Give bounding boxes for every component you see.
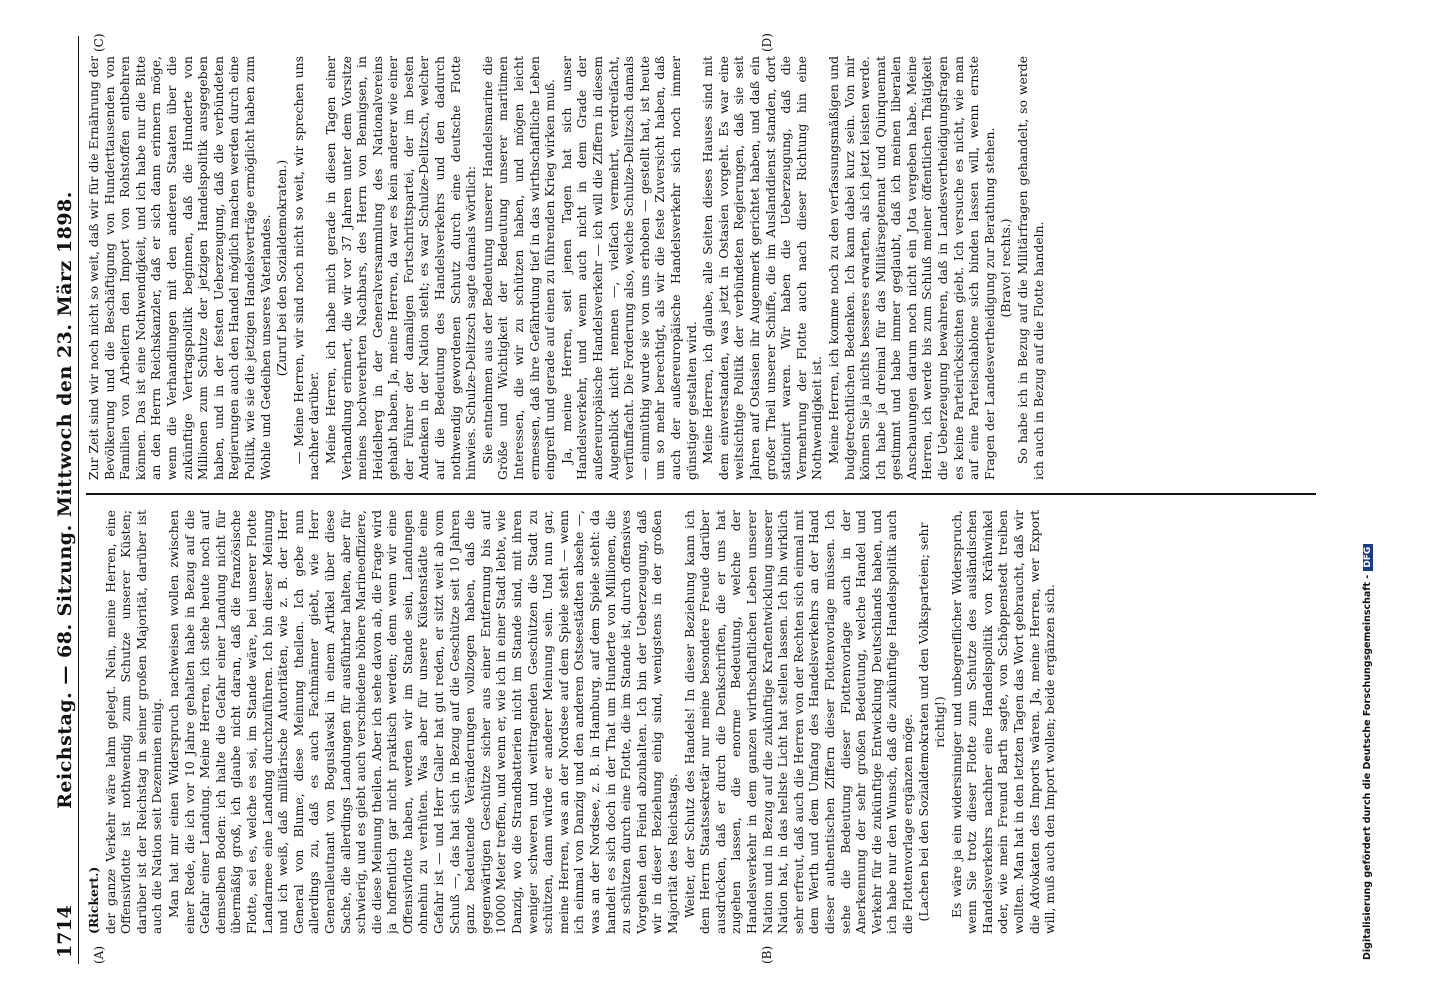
left-text-column — [86, 510, 1346, 934]
paragraph: Man hat mir einen Widerspruch nachweisen wollen zwischen einer Rede, die ich vor 10 Jahre gehalten habe in Bezug auf die Gefahr einer Landung. Meine Herren, ich stehe heute noch auf demselben Boden: ich halte die Gefahr einer Landung nicht für übermäßig groß, ich glaube nicht daran, daß die französische Flotte, sei es, welche es sei, im Stande wäre, bei unserer Flotte Landarmee eine Landung durchzuführen. Ich bin dieser Meinung und ich weiß, daß militärische Autoritäten, wie z. B. der Herr General von Blume, diese Meinung theilen. Ich gebe nun allerdings zu, daß es auch Fachmänner giebt, wie Herr Generalleutnant von Boguslawski in einem Artikel über diese Sache, die allerdings Landungen für ausführbar halten, aber für schwierig, und es giebt auch verschiedene höhere Marineoffiziere, die diese Meinung theilen. Aber ich sehe davon ab, die Frage wird ja hoffentlich gar nicht praktisch werden; denn wenn wir eine Offensivflotte haben, werden wir im Stande sein, Landungen ohnehin zu verhüten. Was aber für unsere Küstenstädte eine Gefahr ist — und Herr Galler hat gut reden, er sitzt weit ab vom Schuß —, das hat sich in Bezug auf die Geschütze seit 10 Jahren ganz bedeutende Veränderungen vollzogen haben, daß die gegenwärtigen Geschütze sicher aus einer Entfernung bis auf 10000 Meter treffen, und wenn er, wie ich in einer Stadt lebte, wie Danzig, wo die Strandbatterien nicht im Stande sind, mit ihren weniger schweren und weittragenden Geschützen die Stadt zu schützen, dann würde er anderer Meinung sein. Und nun gar, meine Herren, was an der Nordsee auf dem Spiele steht — wenn ich einmal von Danzig und den anderen Ostseestädten absehe —, was an der Nordsee, z. B. in Hamburg, auf dem Spiele steht: da handelt es sich doch in der That um Hunderte von Millionen, die zu schützen durch eine Flotte, die im Stande ist, durch offensives Vorgehen den Feind abzuhalten. Ich bin der Ueberzeugung, daß wir in dieser Beziehung einig sind, wenigstens in der großen Majorität des Reichstags. — [165, 510, 680, 934]
dfg-logo: DFG — [1363, 544, 1373, 571]
column-divider — [86, 494, 1316, 496]
paragraph: Zur Zeit sind wir noch nicht so weit, daß wir für die Ernährung der Bevölkerung und die Beschäftigung von Hunderttausenden von Familien von Arbeitern den Import von Rohstoffen entbehren können. Das ist eine Nothwendigkeit, und ich habe nur die Bitte an den Herrn Reichskanzler, daß er sich dann erinnern möge, wenn die Verhandlungen mit den anderen Staaten über die zukünftige Vertragspolitik beginnen, daß die Hunderte von Millionen zum Schutze der jetzigen Handelspolitik ausgegeben haben, und in der festen Ueberzeugung, daß die verbündeten Regierungen auch den Handel möglich machen werden durch eine Politik, wie sie die jetzigen Handelsverträge ermöglicht haben zum Wohle und Gedeihen unseres Vaterlandes. — [86, 56, 273, 480]
paragraph: Es wäre ja ein widersinniger und unbegreiflicher Widerspruch, wenn Sie trotz dieser Flotte zum Schutze des ausländischen Handelsverkehrs nachher eine Handelspolitik von Krähwinkel oder, wie mein Freund Barth sagte, von Schöppenstedt treiben wollten. Man hat in den letzten Tagen das Wort gebraucht, daß wir die Advokaten des Imports wären. Ja, meine Herren, wer Export will, muß auch den Import wollen; beide ergänzen sich. — [948, 510, 1058, 934]
paragraph: — Meine Herren, wir sind noch nicht so weit, wir sprechen uns nachher darüber. — [290, 56, 322, 480]
margin-marker-c: (C) — [92, 33, 106, 52]
paragraph: Meine Herren, ich habe mich gerade in diesen Tagen einer Verhandlung erinnert, die wir vor 37 Jahren unter dem Vorsitze meines hochverehrten Nachbars, des Herrn von Bennigsen, in Heidelberg in der Generalversammlung des Nationalvereins gehabt haben. Ja, meine Herren, da war es kein anderer wie einer der Führer der damaligen Fortschrittspartei, der im besten Andenken in der Nation steht; es war Schulze-Delitzsch, welcher auf die Bedeutung des Handelsverkehrs und den dadurch nothwendig gewordenen Schutz durch eine deutsche Flotte hinwies. Schulze-Delitzsch sagte damals wörtlich: — [322, 56, 479, 480]
paragraph: Ja, meine Herren, seit jenen Tagen hat sich unser Handelsverkehr, und wenn auch nicht in dem Grade der außereuropäische Handelsverkehr — ich will die Ziffern in diesem Augenblick nicht nennen —, vielfach vermehrt, verdreifacht, verfünffacht. Die Forderung also, welche Schulze-Delitzsch damals — einmüthig wurde sie von uns erhoben — gestellt hat, ist heute um so mehr berechtigt, als wir die feste Zuversicht haben, daß auch der außereuropäische Handelsverkehr sich noch immer günstiger gestalten wird. — [558, 56, 699, 480]
quotation: Sie entnehmen aus der Bedeutung unserer Handelsmarine die Größe und Wichtigkeit der Bedeutung unserer maritimen Interessen, die wir zu schützen haben, und mögen leicht ermessen, daß ihre Gefährdung tief in das wirthschaftliche Leben eingreift und gerade auf einen zu führenden Krieg wirken muß. — [479, 56, 558, 480]
paragraph: Meine Herren, ich komme noch zu den verfassungsmäßigen und budgetrechtlichen Bedenken. Ich kann dabei kurz sein. Von mir können Sie ja nichts besseres erwarten, als ich jetzt leisten werde. Ich habe ja dreimal für das Militärseptennat und Quinquennat gestimmt und habe immer geglaubt, daß ich meinen liberalen Anschauungen darum noch nicht ein Jota vergeben habe. Meine Herren, ich werde bis zum Schluß meiner öffentlichen Thätigkeit die Ueberzeugung bewahren, daß in Landesvertheidigungsfragen es keine Parteirücksichten giebt. Ich versuche es nicht, wie man auf eine Parteischablone sich binden lassen will, wenn ernste Fragen der Landesvertheidigung zur Berathung stehen. — [825, 56, 997, 480]
speaker-label: (Rickert.) — [86, 866, 101, 934]
paragraph: So habe ich in Bezug auf die Militärfragen gehandelt, so werde ich auch in Bezug auf die Flotte handeln. — [1015, 56, 1046, 480]
page-number: 1714 — [54, 905, 76, 958]
interjection: (Zuruf bei den Sozialdemokraten.) — [274, 159, 290, 377]
paragraph: Meine Herren, ich glaube, alle Seiten dieses Hauses sind mit dem einverstanden, was jetzt in Ostasien vorgeht. Es war eine weitsichtige Politik der verbündeten Regierungen, daß sie seit Jahren auf Ostasien ihr Augenmerk gerichtet haben, und daß ein großer Theil unserer Schiffe, die im Auslanddienst standen, dort stationirt waren. Wir haben die Ueberzeugung, daß die Vermehrung der Flotte auch nach dieser Richtung hin eine Nothwendigkeit ist. — [700, 56, 825, 480]
paragraph: der ganze Verkehr wäre lahm gelegt. Nein, meine Herren, eine Offensivflotte ist nothwendig zum Schutze unserer Küsten; darüber ist der Reichstag in seiner großen Majorität, darüber ist auch die Nation seit Dezennien einig. — [102, 510, 165, 934]
credit-text: Digitalisierung gefördert durch die Deutsche Forschungsgemeinschaft - — [1362, 574, 1373, 960]
margin-marker-d: (D) — [760, 33, 774, 52]
interjection: (Bravo! rechts.) — [998, 218, 1014, 318]
margin-marker-a: (A) — [92, 945, 106, 964]
interjection: (Lachen bei den Sozialdemokraten und den Volksparteien; sehr richtig!) — [916, 522, 948, 922]
margin-marker-b: (B) — [760, 945, 774, 964]
digitization-credit — [1362, 40, 1373, 960]
paragraph: Weiter, der Schutz des Handels! In dieser Beziehung kann ich dem Herrn Staatssekretär nur meine besondere Freude darüber ausdrücken, daß er durch die Denkschriften, die er uns hat zugehen lassen, die enorme Bedeutung, welche der Handelsverkehr in dem ganzen wirthschaftlichen Leben unserer Nation und in Bezug auf die zukünftige Kraftentwicklung unserer Nation hat, in das hellste Licht hat stellen lassen. Ich bin wirklich sehr erfreut, daß auch die Herren von der Rechten sich einmal mit dem Werth und dem Umfang des Handelsverkehrs an der Hand dieser authentischen Ziffern dieser Flottenvorlage müssen. Ich sehe die Bedeutung dieser Flottenvorlage auch in der Anerkennung der sehr großen Bedeutung, welche Handel und Verkehr für die zukünftige Entwicklung Deutschlands haben, und ich habe nur den Wunsch, daß die zukünftige Handelspolitik auch die Flottenvorlage ergänzen möge. — [681, 510, 915, 934]
right-text-column — [86, 56, 1346, 480]
page-header — [52, 36, 79, 964]
page-title: Reichstag. — 68. Sitzung. Mittwoch den 23. März 1898. — [54, 191, 76, 809]
